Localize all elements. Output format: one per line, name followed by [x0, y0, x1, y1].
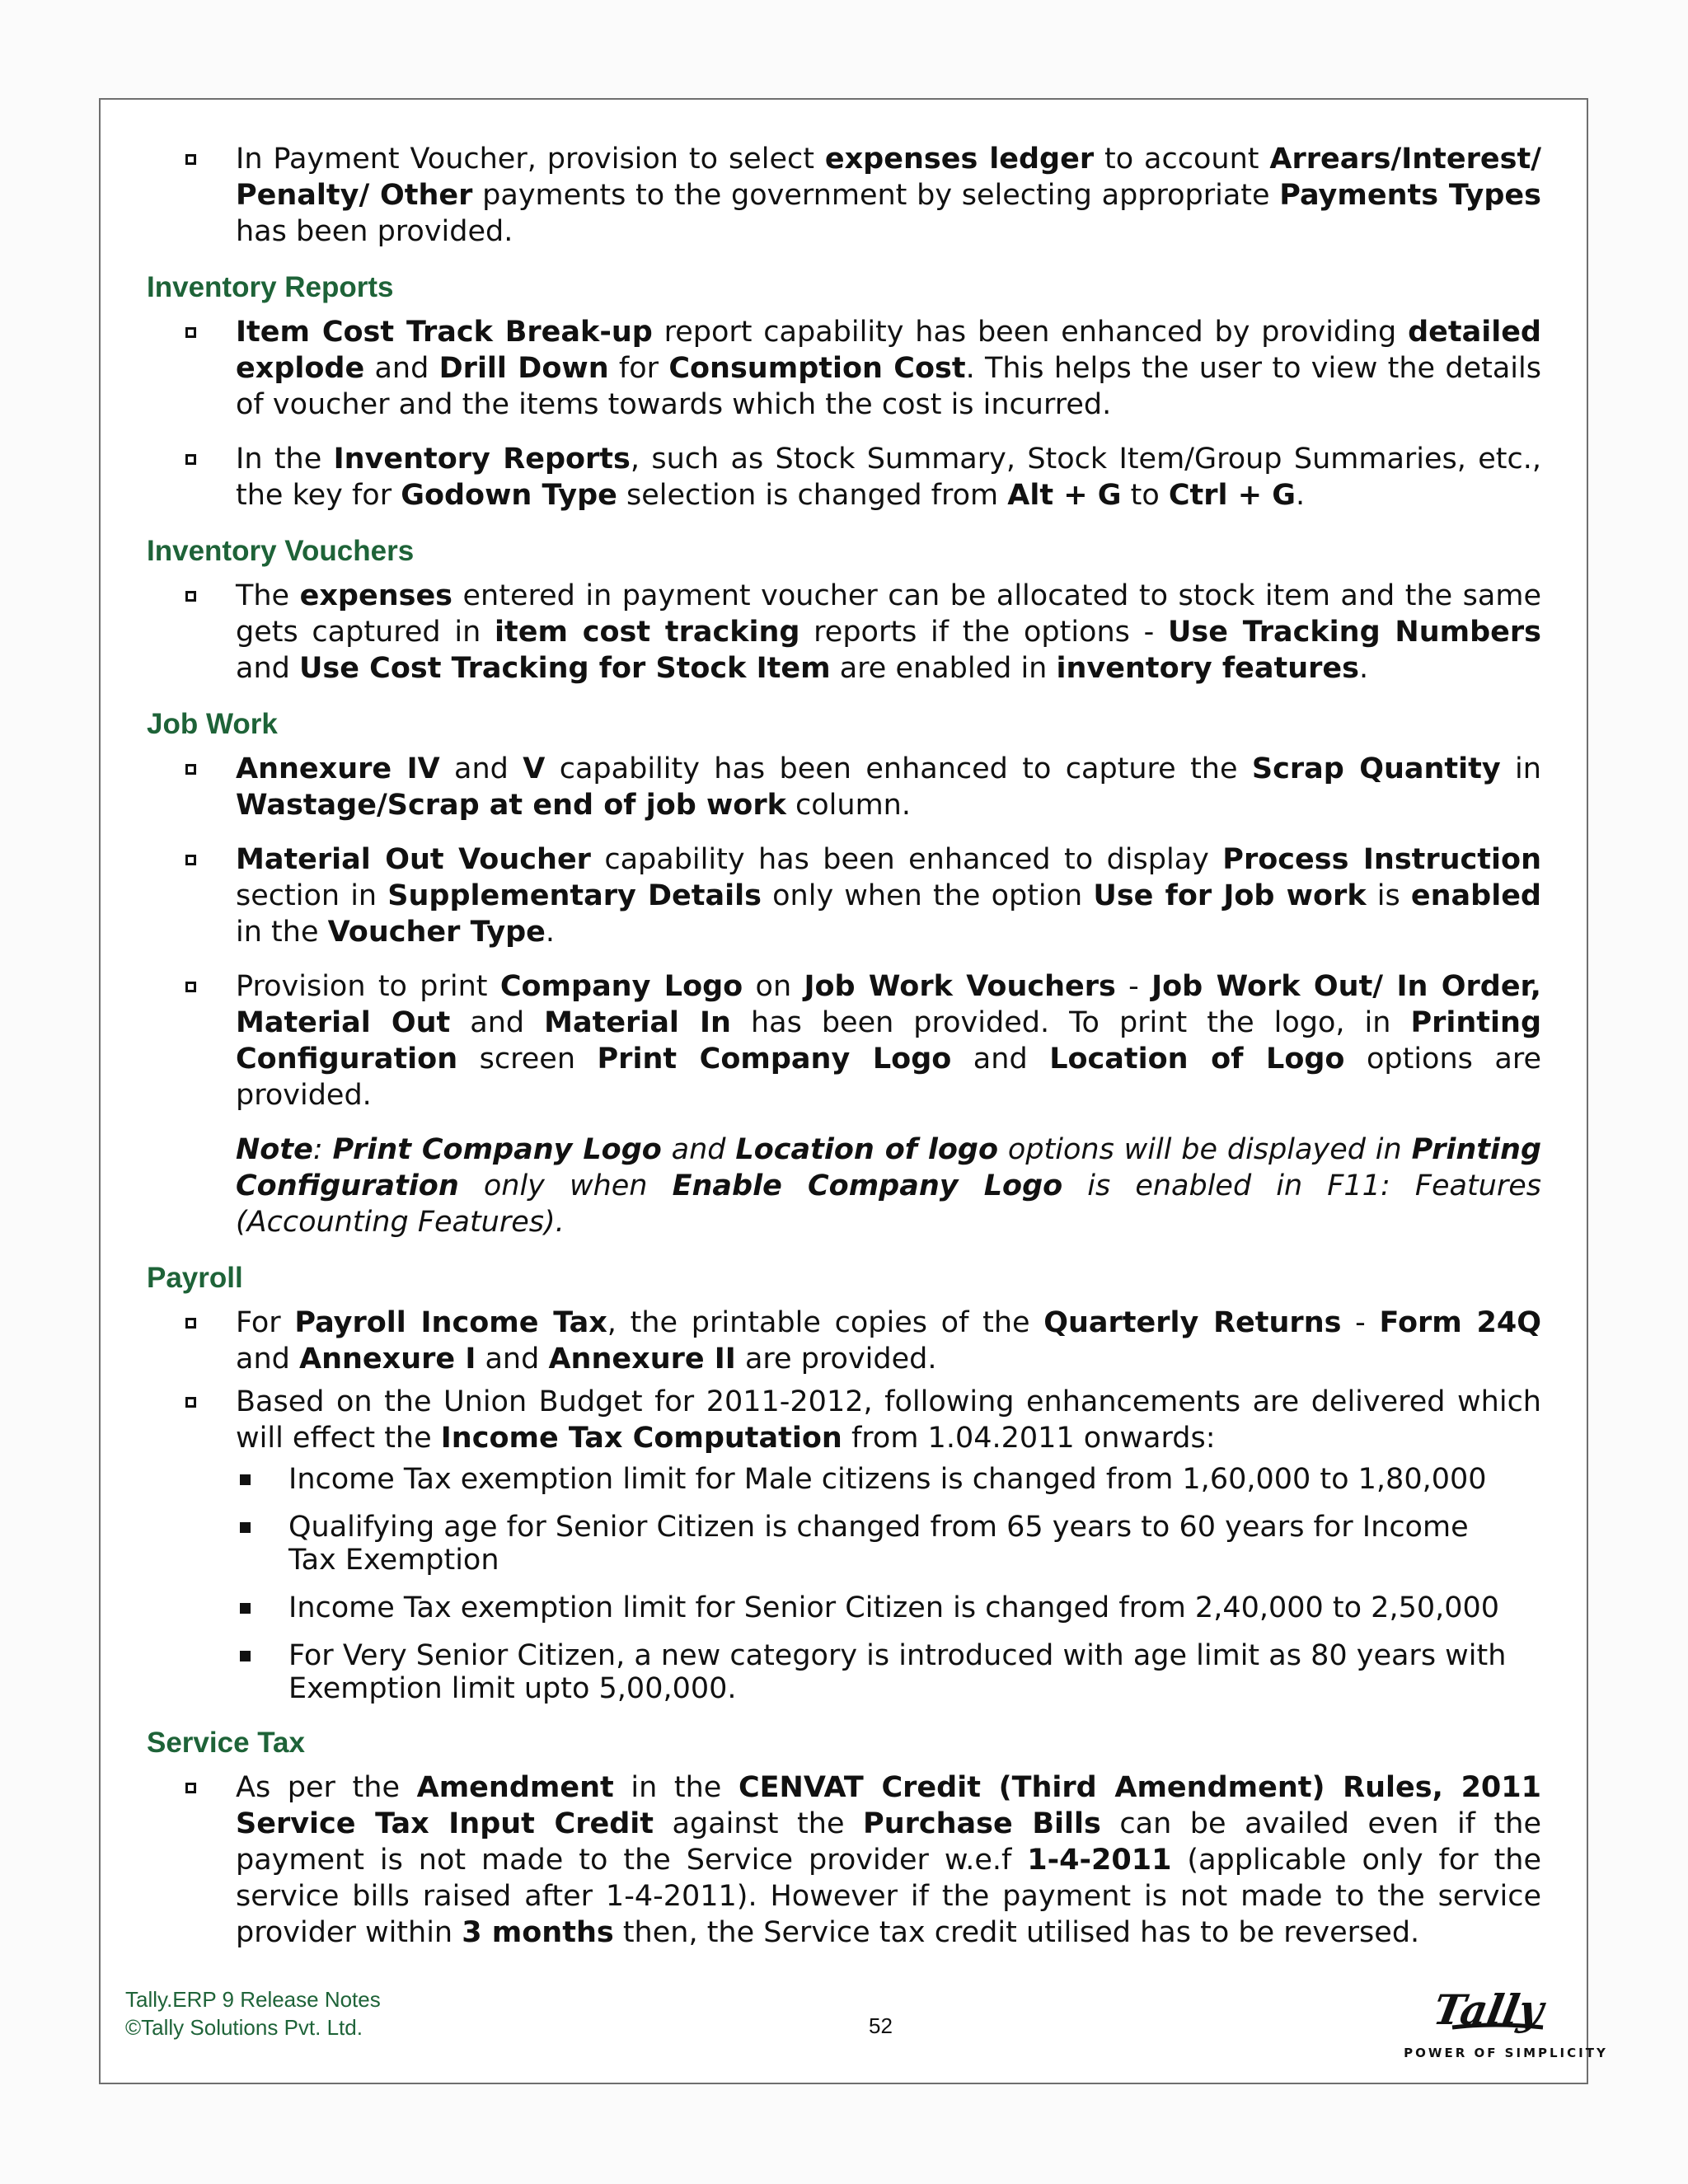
text-run: only when the option	[761, 879, 1094, 912]
text-run: In Payment Voucher, provision to select	[236, 143, 825, 176]
filled-square-bullet-icon	[240, 1651, 251, 1661]
bullet-item	[147, 968, 1541, 1113]
text-run: report capability has been enhanced by providing	[652, 316, 1409, 349]
note-text	[147, 1132, 1541, 1240]
bold-run: Location of Logo	[1049, 1043, 1345, 1076]
bullet-item	[147, 1305, 1541, 1377]
text-run: selection is changed from	[617, 479, 1008, 512]
text-run: , such as Stock Summary, Stock Item/Group Summaries, etc., the key for	[236, 443, 1541, 512]
text-run: on	[743, 970, 804, 1003]
bold-run: Form 24Q	[1379, 1306, 1541, 1339]
page-content	[147, 141, 1541, 1969]
bullet-item	[147, 141, 1541, 250]
sub-bullet-item	[147, 1463, 1541, 1496]
logo-tagline: POWER OF SIMPLICITY	[1404, 2046, 1608, 2060]
bold-run: Company Logo	[499, 970, 743, 1003]
page-number: 52	[869, 2013, 893, 2038]
section-heading: Inventory Reports	[147, 271, 394, 303]
text-run: (applicable only for the service bills raised after 1-4-2011). However if the payment is not made to the service provider within	[236, 1844, 1542, 1949]
sub-item-text: Income Tax exemption limit for Senior Citizen is changed from 2,40,000 to 2,50,000	[288, 1591, 1500, 1624]
bold-run: Payments Types	[1279, 179, 1541, 212]
sub-item-text: For Very Senior Citizen, a new category is introduced with age limit as 80 years with Exemption limit upto 5,00,000.	[288, 1639, 1507, 1705]
text-run: options are provided.	[236, 1043, 1542, 1112]
sub-bullet-item	[147, 1511, 1541, 1577]
text-run: has been provided. To print the logo, in	[730, 1006, 1411, 1039]
text-run: For	[236, 1306, 295, 1339]
bold-run: Use Tracking Numbers	[1167, 616, 1541, 649]
text-run: options will be displayed in	[998, 1133, 1412, 1166]
text-run: screen	[457, 1043, 598, 1076]
item-text	[236, 843, 1541, 949]
item-text	[236, 143, 1541, 248]
text-run: capability has been enhanced to display	[590, 843, 1223, 876]
bold-run: Wastage/Scrap at end of job work	[236, 789, 786, 822]
bold-run: Use Cost Tracking for Stock Item	[298, 652, 831, 685]
text-run: are enabled in	[830, 652, 1057, 685]
hollow-square-bullet-icon	[185, 1318, 196, 1329]
item-text	[236, 443, 1541, 512]
bold-run: Job Work Vouchers	[804, 970, 1116, 1003]
hollow-square-bullet-icon	[185, 764, 196, 775]
text-run: -	[1115, 970, 1152, 1003]
item-text	[236, 316, 1541, 421]
section-heading: Payroll	[147, 1262, 243, 1294]
hollow-square-bullet-icon	[185, 1783, 196, 1793]
bullet-item	[147, 841, 1541, 950]
text-run: As per the	[236, 1771, 417, 1804]
bold-run: enabled	[1410, 879, 1541, 912]
filled-square-bullet-icon	[240, 1522, 251, 1533]
bold-run: Enable Company Logo	[672, 1169, 1063, 1202]
text-run: Based on the Union Budget for 2011-2012, following enhancements are delivered which will effect the	[236, 1385, 1541, 1455]
item-text	[236, 1306, 1541, 1376]
section-heading: Service Tax	[147, 1727, 305, 1759]
section-service-tax	[147, 1725, 1541, 1951]
text-run: capability has been enhanced to capture the	[545, 752, 1252, 785]
bold-run: Purchase Bills	[863, 1807, 1101, 1840]
filled-square-bullet-icon	[240, 1474, 251, 1485]
bold-run: V	[523, 752, 546, 785]
bullet-item	[147, 1384, 1541, 1456]
text-run: are provided.	[735, 1343, 937, 1376]
filled-square-bullet-icon	[240, 1603, 251, 1614]
bold-run: Process Instruction	[1222, 843, 1541, 876]
bullet-item	[147, 441, 1541, 513]
text-run: column.	[785, 789, 911, 822]
page-frame	[99, 98, 1608, 2084]
text-run: and	[476, 1343, 549, 1376]
bold-run: Print Company Logo	[597, 1043, 952, 1076]
text-run: then, the Service tax credit utilised has to be reversed.	[613, 1916, 1420, 1949]
bold-run: Supplementary Details	[387, 879, 762, 912]
bold-run: Printing Configuration	[236, 1006, 1541, 1076]
text-run: . This helps the user to view the details of voucher and the items towards which the cost is incurred.	[236, 352, 1541, 421]
text-run: The	[236, 579, 300, 612]
bold-run: Inventory Reports	[333, 443, 631, 476]
bold-run: Material In	[544, 1006, 731, 1039]
bold-run: Drill Down	[438, 352, 609, 385]
bold-run: Arrears/Interest/ Penalty/ Other	[236, 143, 1542, 212]
text-run: .	[545, 916, 556, 949]
text-run: Provision to print	[236, 970, 500, 1003]
sub-item-text: Income Tax exemption limit for Male citizens is changed from 1,60,000 to 1,80,000	[288, 1463, 1487, 1496]
text-run: for	[608, 352, 669, 385]
bold-run: Printing Configuration	[236, 1133, 1542, 1202]
text-run: section in	[236, 879, 388, 912]
bold-run: Scrap Quantity	[1251, 752, 1501, 785]
bold-run: Ctrl + G	[1168, 479, 1296, 512]
text-run: from 1.04.2011 onwards:	[842, 1422, 1216, 1455]
bold-run: Use for Job work	[1093, 879, 1367, 912]
text-run: is enabled in F11: Features (Accounting Features).	[236, 1169, 1542, 1239]
text-run: and	[236, 652, 299, 685]
hollow-square-bullet-icon	[185, 327, 196, 338]
text-run: and	[236, 1343, 299, 1376]
text-run: and	[661, 1133, 736, 1166]
bold-run: expenses	[299, 579, 453, 612]
sub-bullet-item	[147, 1591, 1541, 1624]
text-run: only when	[458, 1169, 673, 1202]
text-run: in the	[613, 1771, 738, 1804]
tally-logo	[1370, 1981, 1608, 2064]
text-run: and	[439, 752, 523, 785]
text-run: against the	[653, 1807, 864, 1840]
text-run: .	[1295, 479, 1306, 512]
footer-doc-title: Tally.ERP 9 Release Notes	[125, 1987, 381, 2012]
bold-run: Quarterly Returns	[1043, 1306, 1342, 1339]
text-run: can be availed even if the payment is not made to the Service provider w.e.f	[236, 1807, 1541, 1877]
bold-run: detailed explode	[236, 316, 1541, 385]
item-text	[236, 752, 1541, 822]
item-text	[236, 579, 1541, 685]
hollow-square-bullet-icon	[185, 154, 196, 165]
text-run: in the	[236, 916, 328, 949]
bold-run: Alt + G	[1007, 479, 1122, 512]
bold-run: Location of logo	[735, 1133, 999, 1166]
hollow-square-bullet-icon	[185, 1397, 196, 1408]
sub-item-text: Qualifying age for Senior Citizen is changed from 65 years to 60 years for Income Tax Exemption	[288, 1511, 1469, 1577]
bold-run: Print Company Logo	[332, 1133, 662, 1166]
text-run: In the	[236, 443, 334, 476]
text-run: :	[312, 1133, 333, 1166]
section-payroll	[147, 1260, 1541, 1705]
bold-run: Godown Type	[401, 479, 617, 512]
item-text	[236, 970, 1541, 1112]
bold-run: 3 months	[462, 1916, 614, 1949]
hollow-square-bullet-icon	[185, 982, 196, 992]
text-run: -	[1341, 1306, 1380, 1339]
section-heading: Job Work	[147, 708, 278, 740]
bold-run: Annexure I	[298, 1343, 476, 1376]
text-run: payments to the government by selecting appropriate	[472, 179, 1280, 212]
text-run: and	[951, 1043, 1050, 1076]
text-run: , the printable copies of the	[607, 1306, 1044, 1339]
bold-run: Annexure II	[548, 1343, 736, 1376]
bold-run: inventory features	[1056, 652, 1359, 685]
text-run: and	[364, 352, 439, 385]
section-heading: Inventory Vouchers	[147, 535, 415, 567]
bold-run: Payroll Income Tax	[294, 1306, 607, 1339]
text-run: in	[1500, 752, 1541, 785]
hollow-square-bullet-icon	[185, 454, 196, 465]
text-run: is	[1366, 879, 1411, 912]
bold-run: 1-4-2011	[1027, 1844, 1172, 1877]
bold-run: Consumption Cost	[668, 352, 966, 385]
bullet-item	[147, 314, 1541, 423]
bold-run: Voucher Type	[327, 916, 546, 949]
bold-run: expenses ledger	[824, 143, 1095, 176]
item-text	[236, 1771, 1541, 1949]
section-inventory-vouchers	[147, 533, 1541, 687]
bold-run: Income Tax Computation	[440, 1422, 842, 1455]
bold-run: Note	[236, 1133, 313, 1166]
text-run: to	[1121, 479, 1169, 512]
sub-bullet-item	[147, 1639, 1541, 1705]
bold-run: CENVAT Credit (Third Amendment) Rules, 2011 Service Tax Input Credit	[236, 1771, 1541, 1840]
bold-run: Job Work Out/ In Order, Material Out	[236, 970, 1541, 1039]
bold-run: Item Cost Track Break-up	[236, 316, 653, 349]
bold-run: item cost tracking	[494, 616, 800, 649]
bullet-item	[147, 1769, 1541, 1951]
bold-run: Amendment	[416, 1771, 614, 1804]
section-job-work	[147, 706, 1541, 1240]
text-run: reports if the options -	[799, 616, 1168, 649]
text-run: has been provided.	[236, 215, 513, 248]
text-run: and	[450, 1006, 545, 1039]
bullet-item	[147, 751, 1541, 823]
bullet-item	[147, 578, 1541, 687]
footer-credits	[125, 1985, 381, 2041]
section-inventory-reports	[147, 269, 1541, 513]
footer-copyright: ©Tally Solutions Pvt. Ltd.	[125, 2015, 363, 2040]
bold-run: Annexure IV	[236, 752, 440, 785]
hollow-square-bullet-icon	[185, 591, 196, 602]
logo-wordmark: Tally	[1429, 1985, 1547, 2034]
hollow-square-bullet-icon	[185, 855, 196, 865]
bold-run: Material Out Voucher	[236, 843, 591, 876]
section-intro	[147, 141, 1541, 250]
text-run: .	[1358, 652, 1369, 685]
text-run: to account	[1094, 143, 1270, 176]
text-run: entered in payment voucher can be allocated to stock item and the same gets captured in	[236, 579, 1541, 649]
item-text	[236, 1385, 1541, 1455]
